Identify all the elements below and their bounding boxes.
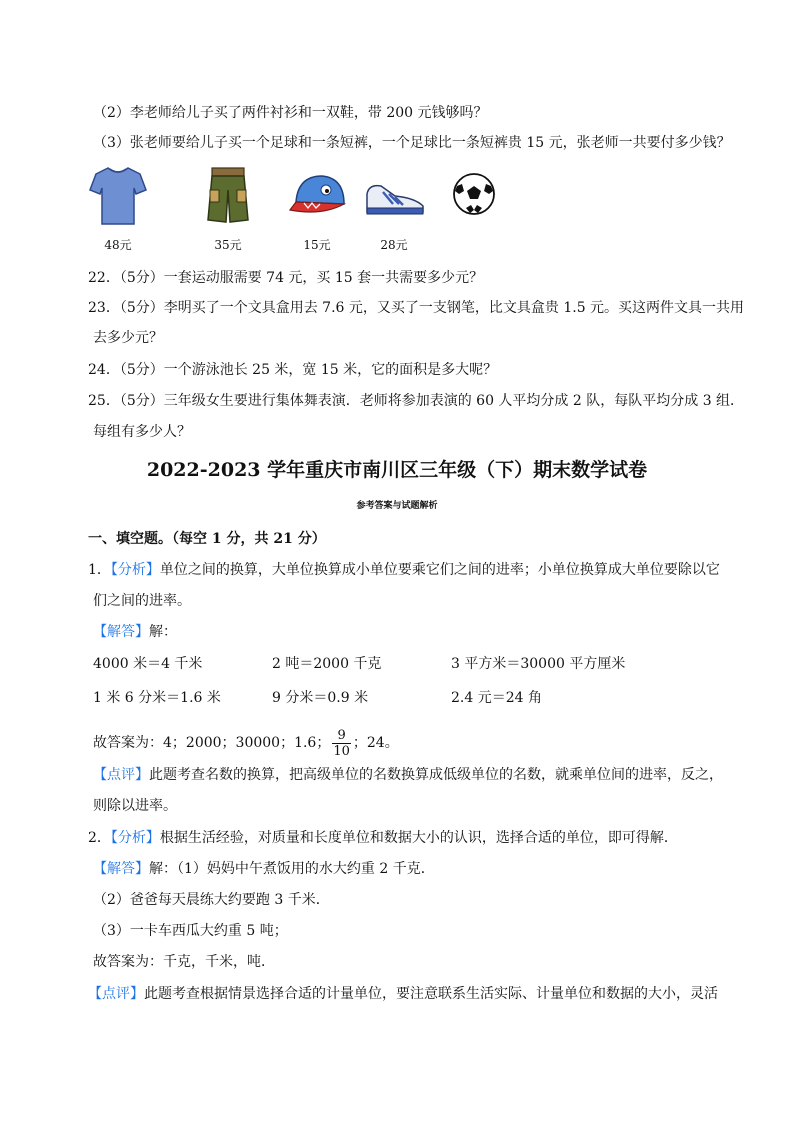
comment-text: 此题考查名数的换算，把高级单位的名数换算成低级单位的名数，就乘单位间的进率，反之，	[149, 767, 723, 783]
question-25-line2: 每组有多少人？	[93, 424, 191, 440]
question-25-line1: 25．（5分）三年级女生要进行集体舞表演．老师将参加表演的 60 人平均分成 2 队，每队平均分成 3 组．	[88, 393, 745, 409]
answer-2-solution	[93, 859, 435, 879]
answer-1-analysis	[88, 560, 720, 580]
question-24: 24．（5分）一个游泳池长 25 米，宽 15 米，它的面积是多大呢？	[88, 362, 498, 378]
shorts-icon	[198, 164, 258, 228]
sneaker-icon	[359, 164, 429, 228]
answer-tag: 【解答】	[93, 624, 149, 640]
analysis-tag: 【分析】	[110, 830, 160, 846]
answer-label: 解：	[149, 624, 177, 640]
question-23-line2: 去多少元？	[93, 330, 163, 346]
item-price: 15元	[303, 238, 331, 252]
item-soccer-ball	[429, 164, 519, 232]
answer-1-comment-cont: 则除以进率。	[93, 798, 177, 814]
comment-text: 此题考查根据情景选择合适的计量单位，要注意联系生活实际、计量单位和数据的大小，灵活	[144, 986, 718, 1002]
analysis-tag: 【分析】	[110, 562, 160, 578]
item-price: 35元	[214, 238, 242, 252]
fraction	[332, 728, 351, 759]
conversion-cell: 9 分米＝0.9 米	[272, 690, 369, 706]
page-title: 2022-2023 学年重庆市南川区三年级（下）期末数学试卷	[146, 459, 648, 481]
final-prefix: 故答案为：4；2000；30000；1.6；	[93, 735, 331, 751]
question-22: 22．（5分）一套运动服需要 74 元，买 15 套一共需要多少元？	[88, 270, 484, 286]
answer-2-line2: （2）爸爸每天晨练大约要跑 3 千米．	[93, 892, 330, 908]
comment-tag: 【点评】	[93, 767, 149, 783]
answer-2-line3: （3）一卡车西瓜大约重 5 吨；	[93, 923, 288, 939]
question-23-line1: 23．（5分）李明买了一个文具盒用去 7.6 元，又买了一支钢笔，比文具盒贵 1.5 元。买这两件文具一共用	[88, 300, 745, 316]
answer-1-comment	[93, 765, 723, 785]
fraction-numerator: 9	[332, 728, 351, 744]
answer-2-analysis	[88, 828, 678, 848]
q21-part2: （2）李老师给儿子买了两件衬衫和一双鞋，带 200 元钱够吗？	[93, 105, 488, 121]
section-heading: 一、填空题。（每空 1 分，共 21 分）	[88, 531, 326, 547]
t-shirt-icon	[88, 164, 148, 228]
item-shorts	[183, 164, 273, 252]
soccer-ball-icon	[444, 164, 504, 228]
analysis-text: 根据生活经验，对质量和长度单位和数据大小的认识，选择合适的单位，即可得解．	[159, 830, 678, 846]
answer-2-final: 故答案为：千克，千米，吨．	[93, 954, 275, 970]
analysis-text: 单位之间的换算，大单位换算成小单位要乘它们之间的进率；小单位换算成大单位要除以它	[159, 562, 720, 578]
answer-1-final	[93, 726, 399, 760]
cap-icon	[282, 164, 352, 228]
answer-number: 2．	[88, 830, 111, 846]
fraction-denominator: 10	[333, 743, 350, 759]
item-price: 48元	[104, 238, 132, 252]
conversion-cell: 3 平方米＝30000 平方厘米	[451, 656, 626, 672]
conversion-cell: 1 米 6 分米＝1.6 米	[93, 690, 221, 706]
answer-tag: 【解答】	[93, 861, 149, 877]
answer-text: 解：（1）妈妈中午煮饭用的水大约重 2 千克．	[149, 861, 435, 877]
final-suffix: ；24。	[352, 735, 399, 751]
conversion-cell: 2.4 元＝24 角	[451, 690, 542, 706]
conversion-cell: 2 吨＝2000 千克	[272, 656, 382, 672]
q21-part3: （3）张老师要给儿子买一个足球和一条短裤，一个足球比一条短裤贵 15 元，张老师一共要付多少钱？	[93, 135, 731, 151]
answer-1-analysis-cont: 们之间的进率。	[93, 593, 191, 609]
page-subtitle: 参考答案与试题解析	[356, 501, 438, 511]
answer-number: 1．	[88, 562, 111, 578]
conversion-cell: 4000 米＝4 千米	[93, 656, 203, 672]
answer-1-solution-label	[93, 622, 177, 642]
answer-2-comment	[88, 984, 718, 1004]
item-shirt	[73, 164, 163, 252]
item-price: 28元	[380, 238, 408, 252]
comment-tag: 【点评】	[88, 986, 144, 1002]
item-sneaker	[349, 164, 439, 252]
